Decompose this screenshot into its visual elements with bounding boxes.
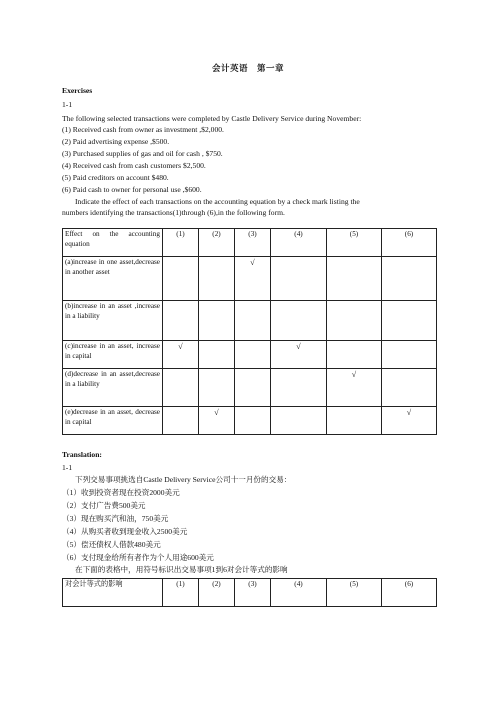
check-cell [163,341,199,369]
check-mark: √ [214,408,219,417]
check-cell [235,407,271,435]
check-mark: √ [296,342,301,351]
check-cell [271,341,327,369]
exercise-number: 1-1 [62,100,73,109]
table-header-cell: (5) [327,579,382,607]
translation-line: （3）现在购买汽和油，750美元 [62,514,169,523]
check-cell [199,301,235,341]
exercise-line: (3) Purchased supplies of gas and oil for cash , $750. [62,149,223,158]
exercise-instruction: Indicate the effect of each transactions on the accounting equation by a check mark listing the [75,197,360,206]
row-label: (e)decrease in an asset, decrease in capital [63,407,163,435]
check-cell [327,407,382,435]
table-row [63,341,437,369]
check-cell [235,257,271,301]
exercise-line: The following selected transactions were completed by Castle Delivery Service during November: [62,114,362,123]
document-title: 会计英语 第一章 [211,63,284,73]
translation-table [62,578,437,607]
check-cell [235,369,271,407]
table-header-cell: (2) [199,579,235,607]
check-cell [199,257,235,301]
exercise-line: (6) Paid cash to owner for personal use ,$600. [62,185,202,194]
check-cell [327,341,382,369]
table-header-cell: (4) [271,229,327,257]
row-label: (a)increase in one asset,decrease in another asset [63,257,163,301]
table-header-cell: 对会计等式的影响 [63,579,163,607]
translation-line: （1）收到投资者现在投资2000美元 [62,488,180,497]
check-cell [327,369,382,407]
check-cell [235,341,271,369]
table-header-cell: (3) [235,579,271,607]
table-header-cell: Effect on the accounting equation [63,229,163,257]
translation-line: （6）支付现金给所有者作为个人用途600美元 [62,553,214,562]
check-cell [163,369,199,407]
exercise-instruction: numbers identifying the transactions(1)through (6),in the following form. [62,208,285,217]
table-row [63,301,437,341]
table-header-cell: (1) [163,229,199,257]
check-cell [199,369,235,407]
check-cell [271,369,327,407]
check-mark: √ [406,408,412,417]
table-header-cell: (6) [382,579,437,607]
check-cell [382,369,437,407]
translation-line: （4）从购买者收到现金收入2500美元 [62,527,188,536]
check-cell [327,301,382,341]
translation-line: （2）支付广告费500美元 [62,501,146,510]
table-row [63,369,437,407]
translation-number: 1-1 [62,463,73,472]
table-row [63,407,437,435]
exercise-line: (1) Received cash from owner as investment ,$2,000. [62,125,224,134]
check-mark: √ [351,370,357,379]
table-header-row [63,229,437,257]
check-cell [163,407,199,435]
check-mark: √ [250,258,255,267]
check-cell [199,407,235,435]
table-header-cell: (4) [271,579,327,607]
check-cell [382,407,437,435]
check-cell [163,257,199,301]
check-cell [327,257,382,301]
row-label: (b)increase in an asset ,increase in a liability [63,301,163,341]
check-cell [271,301,327,341]
table-header-cell: (3) [235,229,271,257]
translation-intro: 下列交易事项挑选自Castle Delivery Service公司十一月份的交易： [75,475,292,484]
check-mark: √ [178,342,183,351]
check-cell [235,301,271,341]
check-cell [382,301,437,341]
translation-heading: Translation: [62,450,102,459]
check-cell [271,407,327,435]
translation-line: （5）偿还债权人借款480美元 [62,540,161,549]
exercises-heading: Exercises [62,86,93,95]
check-cell [382,257,437,301]
exercise-line: (5) Paid creditors on account $480. [62,173,169,182]
exercise-line: (4) Received cash from cash customers $2,500. [62,161,206,170]
table-header-row [63,579,437,607]
table-header-cell: (1) [163,579,199,607]
check-cell [163,301,199,341]
translation-instruction: 在下面的表格中，用符号标识出交易事项1到6对会计等式的影响 [75,565,288,574]
effect-table [62,228,437,435]
row-label: (d)decrease in an asset,decrease in a liability [63,369,163,407]
row-label: (c)increase in an asset, increase in capital [63,341,163,369]
table-header-cell: (5) [327,229,382,257]
check-cell [199,341,235,369]
check-cell [271,257,327,301]
table-header-cell: (2) [199,229,235,257]
table-header-cell: (6) [382,229,437,257]
check-cell [382,341,437,369]
table-row [63,257,437,301]
exercise-line: (2) Paid advertising expense ,$500. [62,137,170,146]
